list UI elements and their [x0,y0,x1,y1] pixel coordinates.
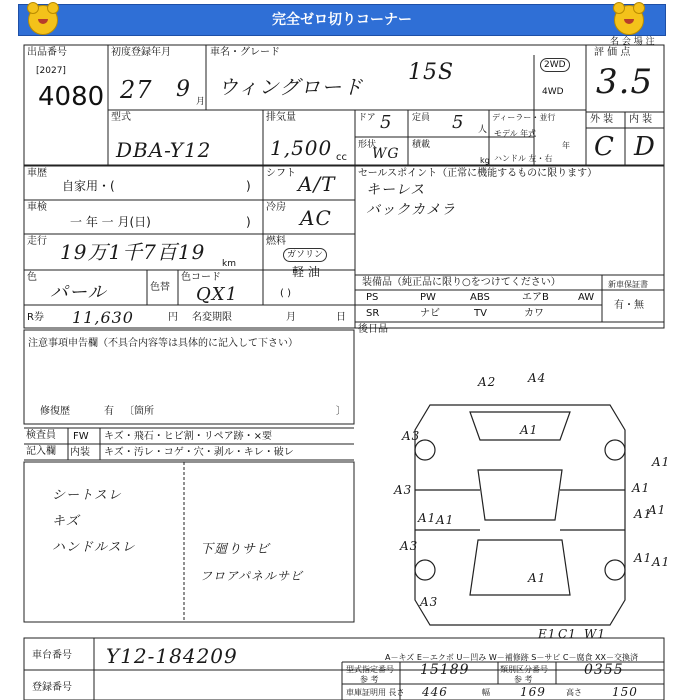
score-ext-value: C [594,132,615,162]
damage-mark: A3 [394,483,413,497]
dimensions-height-label: 高さ [566,688,582,697]
damage-mark: E1 [538,627,557,641]
doors-label: ドア [358,113,376,123]
color-label: 色 [27,272,37,283]
damage-mark: A1 [652,455,671,469]
damage-mark: A1 [520,423,539,437]
dealer-label: ディーラー・並行 [492,113,556,122]
inspection-label: 車検 [27,202,47,213]
warranty-value: 有・無 [614,300,644,311]
type-designation-label: 型式指定番号 [346,665,394,674]
first-reg-month-unit: 月 [196,97,206,107]
inspector-row2-items: キズ・汚レ・コゲ・穴・剥ル・キレ・破レ [104,447,294,458]
repair-part-close: 〕 [336,406,346,417]
note-left-1: シートスレ [52,488,122,503]
equip-pw: PW [420,292,436,303]
fuel-paren: ( ) [280,288,291,299]
doors-value: 5 [380,112,393,133]
car-name: ウィングロード [218,75,364,99]
mileage-unit: km [222,259,236,269]
class-sub: 参 考 [514,675,533,684]
equip-aw: AW [578,292,595,303]
sales-label: セールスポイント（正常に機能するものに限ります） [358,168,598,179]
color-change-label: 色替 [150,282,170,293]
color-value: パール [50,282,107,303]
cooler-value: AC [300,206,332,230]
inspection-close: ) [246,215,251,229]
body-value: WG [372,146,400,162]
name-change-day: 日 [336,312,346,323]
inspector-row1-items: キズ・飛石・ヒビ割・リペア跡・×要 [104,431,272,442]
recycle-unit: 円 [168,312,178,323]
equip-sr: SR [366,308,380,319]
sales-item-1: キーレス [366,182,426,198]
banner-title: 完全ゼロ切りコーナー [272,12,412,28]
equip-tv: TV [474,308,487,319]
damage-mark: A3 [402,429,421,443]
repair-value: 有 [104,406,114,417]
damage-mark: A4 [528,371,547,385]
repair-label: 修復歴 [40,406,70,417]
car-grade: 15S [408,60,455,85]
model-label: 型式 [111,112,131,123]
score-ext-label: 外 装 [590,114,614,125]
damage-mark: A1 [632,481,651,495]
notice-label: 注意事項申告欄（不具合内容等は具体的に記入して下さい） [28,338,298,349]
fuel-diesel: 軽 油 [292,265,320,279]
shift-value: A/T [298,172,336,196]
lot-sub-label: [2027] [36,66,66,76]
type-designation-value: 15189 [420,662,470,678]
damage-mark: A2 [478,375,497,389]
equip-airbag: エアB [522,292,549,303]
damage-legend: A－キズ E－エクボ U－凹み W－補修跡 S－サビ C－腐食 XX－交換済 [385,653,639,662]
load-unit: kg [480,156,490,165]
score-int-label: 内 装 [629,114,653,125]
color-code-value: QX1 [196,284,239,305]
score-label: 評 価 点 [594,47,631,58]
name-change-label: 名変期限 [192,312,232,323]
car-name-label: 車名・グレード [210,47,280,58]
cooler-label: 冷房 [266,202,286,213]
mileage-label: 走行 [27,236,47,247]
history-value: 自家用・( [62,179,115,193]
equip-navi: ナビ [420,308,440,319]
inspector-row1-title: FW [73,431,89,442]
recycle-value: 11,630 [72,308,134,327]
equip-ps: PS [366,292,379,303]
model-year-unit: 年 [562,141,570,150]
fuel-gasoline: ガソリン [283,248,327,262]
capacity-unit: 人 [478,125,488,135]
damage-mark: A1 [634,551,653,565]
displacement-label: 排気量 [266,112,296,123]
rear-seat-label: 後日品 [358,324,388,335]
displacement-value: 1,500 [270,136,333,160]
score-int-value: D [634,132,656,162]
damage-mark: A3 [400,539,419,553]
chassis-label: 車台番号 [32,650,72,661]
chassis-value: Y12-184209 [106,644,238,668]
damage-mark: C1 [558,627,577,641]
model-value: DBA-Y12 [116,138,212,162]
damage-mark: A1 [528,571,547,585]
dimensions-label: 車庫証明用 長さ [346,688,405,697]
damage-mark: A1 [648,503,667,517]
first-reg-label: 初度登録年月 [111,47,171,58]
model-year-label: モデル 年式 [494,129,537,138]
capacity-value: 5 [452,112,465,133]
drive-4wd: 4WD [542,87,564,97]
type-designation-sub: 参 考 [360,675,379,684]
venue-note: 名 会 場 注 [610,37,655,47]
drive-2wd: 2WD [540,58,570,72]
warranty-label: 新車保証書 [608,280,648,289]
equipment-label: 装備品（純正品に限り○をつけてください） [362,277,561,288]
class-value: 0355 [584,662,624,678]
handle-label: ハンドル 左・右 [494,154,553,163]
note-right-2: フロアパネルサビ [200,569,304,583]
repair-part-label: 〔箇所 [124,406,154,417]
shift-label: シフト [266,168,296,179]
inspector-row2-title: 内装 [70,447,90,458]
registration-label: 登録番号 [32,682,72,693]
note-left-3: ハンドルスレ [52,540,136,555]
note-left-2: キズ [52,514,80,529]
color-code-label: 色コード [181,272,221,283]
damage-mark: A1 [418,511,437,525]
damage-mark: A1 [436,513,455,527]
mileage-value: 19万1千7百19 [60,240,206,264]
inspector-label-1: 検査員 [26,430,56,441]
damage-mark: A1 [634,507,653,521]
displacement-unit: cc [336,152,347,163]
first-reg-month: 9 [176,77,191,102]
capacity-label: 定員 [412,113,431,123]
dimensions-height: 150 [612,685,638,699]
inspector-label-2: 記入欄 [26,446,56,457]
recycle-label: R券 [27,312,44,323]
dimensions-length: 446 [422,685,448,699]
equip-abs: ABS [470,292,490,303]
dimensions-width: 169 [520,685,546,699]
damage-mark: W1 [584,627,606,641]
lot-number: 4080 [38,82,105,112]
inspection-text: 一 年 一 月(日) [70,215,151,229]
first-reg-year: 27 [120,76,153,104]
score-value: 3.5 [596,62,654,102]
history-close: ) [246,179,251,193]
sales-item-2: バックカメラ [366,202,456,218]
load-label: 積載 [412,140,431,150]
lot-label: 出品番号 [27,47,67,58]
fuel-label: 燃料 [266,236,286,247]
body-label: 形状 [358,140,377,150]
note-right-1: 下廻りサビ [200,542,271,557]
dimensions-width-label: 幅 [482,688,490,697]
class-label: 類別区分番号 [500,665,548,674]
name-change-month: 月 [286,312,296,323]
damage-mark: A1 [652,555,671,569]
damage-mark: A3 [420,595,439,609]
equip-leather: カワ [524,308,544,319]
history-label: 車歴 [27,168,47,179]
